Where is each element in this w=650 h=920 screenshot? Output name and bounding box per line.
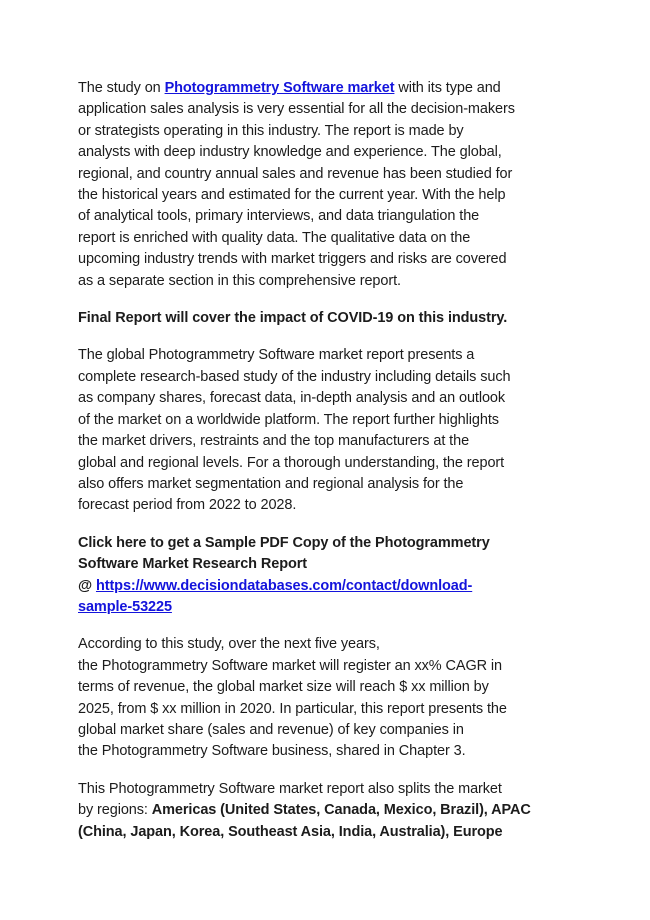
text-line [78, 228, 588, 249]
text-line [78, 554, 588, 575]
text-line [78, 533, 588, 554]
text-run: complete research-based study of the industry including details such [78, 368, 511, 385]
covid-notice-paragraph [78, 308, 588, 329]
text-run: global market share (sales and revenue) of key companies in [78, 721, 464, 738]
text-run: regional, and country annual sales and revenue has been studied for [78, 165, 513, 182]
text-line [78, 345, 588, 366]
text-run: 2025, from $ xx million in 2020. In particular, this report presents the [78, 700, 507, 717]
text-run: report is enriched with quality data. The qualitative data on the [78, 229, 471, 246]
text-line [78, 495, 588, 516]
text-line [78, 741, 588, 762]
text-run: global and regional levels. For a thorough understanding, the report [78, 454, 505, 471]
text-run: terms of revenue, the global market size will reach $ xx million by [78, 679, 489, 696]
text-line [78, 185, 588, 206]
text-run: analysts with deep industry knowledge and experience. The global, [78, 144, 502, 161]
report-overview-paragraph [78, 345, 588, 516]
text-run: or strategists operating in this industry. The report is made by [78, 122, 464, 139]
download-sample-link[interactable]: https://www.decisiondatabases.com/contact/download- [95, 577, 473, 594]
text-line [78, 121, 588, 142]
text-line [78, 656, 588, 677]
text-line [78, 164, 588, 185]
text-line [78, 99, 588, 120]
text-line [78, 367, 588, 388]
text-line [78, 800, 588, 821]
text-run: upcoming industry trends with market triggers and risks are covered [78, 251, 507, 268]
text-line [78, 308, 588, 329]
text-line [78, 634, 588, 655]
text-run: as a separate section in this comprehensive report. [78, 272, 401, 289]
text-run: the Photogrammetry Software market will register an xx% CAGR in [78, 657, 503, 674]
text-run: @ [78, 577, 96, 594]
text-run: forecast period from 2022 to 2028. [78, 497, 297, 514]
text-line [78, 822, 588, 843]
text-run: the historical years and estimated for the current year. With the help [78, 187, 506, 204]
text-line [78, 142, 588, 163]
text-line [78, 431, 588, 452]
text-run: of analytical tools, primary interviews, and data triangulation the [78, 208, 480, 225]
text-run: application sales analysis is very essential for all the decision-makers [78, 101, 515, 118]
text-line [78, 453, 588, 474]
text-run: According to this study, over the next five years, [78, 636, 380, 653]
text-line [78, 677, 588, 698]
study-forecast-paragraph [78, 634, 588, 762]
intro-paragraph [78, 78, 588, 292]
regions-paragraph [78, 779, 588, 843]
text-line [78, 474, 588, 495]
text-run: the market drivers, restraints and the top manufacturers at the [78, 433, 470, 450]
photogrammetry-software-market-link[interactable]: Photogrammetry Software market [164, 80, 395, 96]
text-run: Final Report will cover the impact of COVID-19 on this industry. [78, 310, 508, 327]
text-line [78, 699, 588, 720]
text-run: The study on [78, 80, 165, 96]
text-run: Americas (United States, Canada, Mexico, Brazil), APAC [151, 802, 531, 819]
text-line [78, 410, 588, 431]
text-run: with its type and [394, 80, 501, 96]
download-sample-link-continuation[interactable]: sample-53225 [78, 598, 172, 615]
text-line [78, 576, 588, 597]
text-line [78, 720, 588, 741]
text-run: Software Market Research Report [78, 556, 307, 573]
text-line [78, 249, 588, 270]
text-run: as company shares, forecast data, in-depth analysis and an outlook [78, 390, 506, 407]
text-line [78, 388, 588, 409]
text-line [78, 206, 588, 227]
text-line [78, 597, 588, 618]
text-run: the Photogrammetry Software business, shared in Chapter 3. [78, 743, 466, 760]
text-run: This Photogrammetry Software market report also splits the market [78, 780, 502, 797]
text-line [78, 78, 588, 99]
text-run: Click here to get a Sample PDF Copy of the Photogrammetry [78, 534, 490, 551]
text-line [78, 271, 588, 292]
text-run: The global Photogrammetry Software market report presents a [78, 347, 475, 364]
document-body [78, 78, 588, 859]
text-line [78, 779, 588, 800]
sample-pdf-cta-paragraph [78, 533, 588, 619]
text-run: by regions: [78, 802, 152, 819]
text-run: of the market on a worldwide platform. The report further highlights [78, 411, 499, 428]
text-run: also offers market segmentation and regional analysis for the [78, 475, 464, 492]
text-run: (China, Japan, Korea, Southeast Asia, India, Australia), Europe [78, 823, 503, 840]
